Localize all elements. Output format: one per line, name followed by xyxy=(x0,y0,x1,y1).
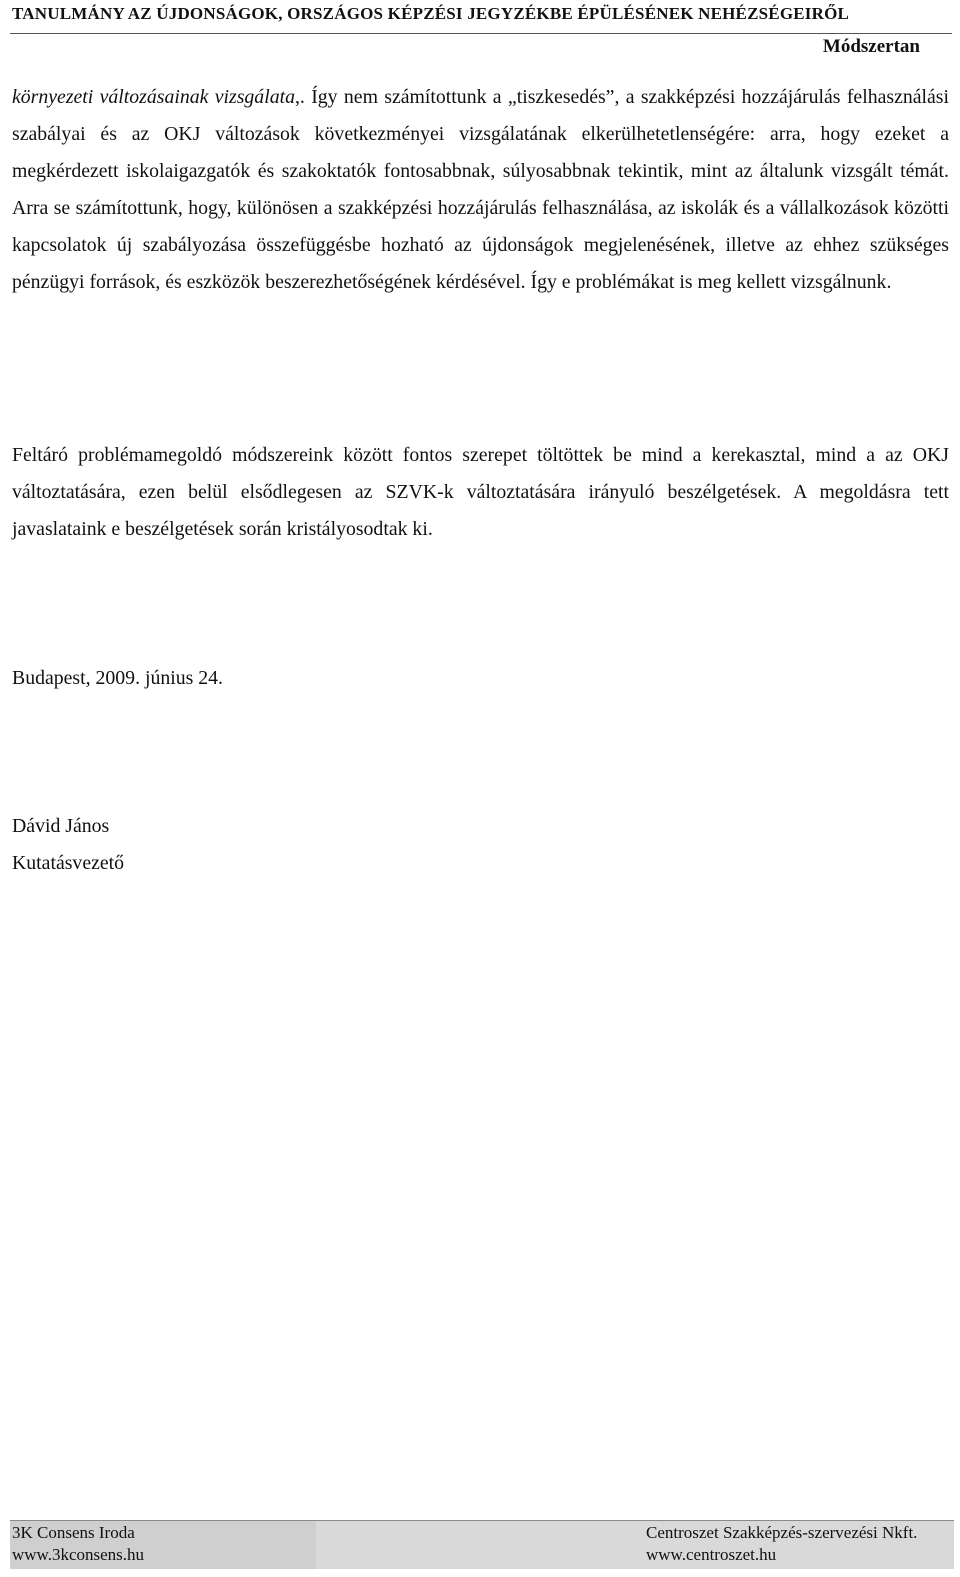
page-header-title: TANULMÁNY AZ ÚJDONSÁGOK, ORSZÁGOS KÉPZÉSI JEGYZÉKBE ÉPÜLÉSÉNEK NEHÉZSÉGEIRŐL xyxy=(12,4,850,23)
signatory-name: Dávid János xyxy=(12,815,110,837)
place-date: Budapest, 2009. június 24. xyxy=(12,667,223,689)
signatory-role: Kutatásvezető xyxy=(12,852,125,874)
paragraph-2: Feltáró problémamegoldó módszereink között fontos szerepet töltöttek be mind a kerekasztal, mind a az OKJ változtatására, ezen belül elsődlegesen az SZVK-k változtatására irányuló beszélgetések. A megoldásra tett javaslataink e beszélgetések során kristályosodtak ki. xyxy=(12,444,949,540)
footer-left-url[interactable]: www.3kconsens.hu xyxy=(12,1545,145,1564)
section-label: Módszertan xyxy=(822,36,920,57)
footer-right-org: Centroszet Szakképzés-szervezési Nkft. xyxy=(646,1523,918,1542)
header-divider xyxy=(10,33,952,34)
paragraph-1-text: ,. Így nem számítottunk a „tiszkesedés”, a szakképzési hozzájárulás felhasználási szabályai és az OKJ változások következményei vizsgálatának elkerülhetetlenségére: arra, hogy ezeket a megkérdezett iskolaigazgatók és szakoktatók fontosabbnak, súlyosabbnak tekintik, mint az általunk vizsgált témát. Arra se számítottunk, hogy, különösen a szakképzési hozzájárulás felhasználása, az iskolák és a vállalkozások közötti kapcsolatok új szabályozása összefüggésbe hozható az újdonságok megjelenésének, illetve az ehhez szükséges pénzügyi források, és eszközök beszerezhetőségének kérdésével. Így e problémákat is meg kellett vizsgálnunk. xyxy=(12,86,949,293)
footer-left-org: 3K Consens Iroda xyxy=(12,1523,135,1542)
paragraph-1-italic-lead: környezeti változásainak vizsgálata xyxy=(12,86,295,108)
footer-right-url[interactable]: www.centroszet.hu xyxy=(646,1545,777,1564)
paragraph-1 xyxy=(12,79,949,301)
